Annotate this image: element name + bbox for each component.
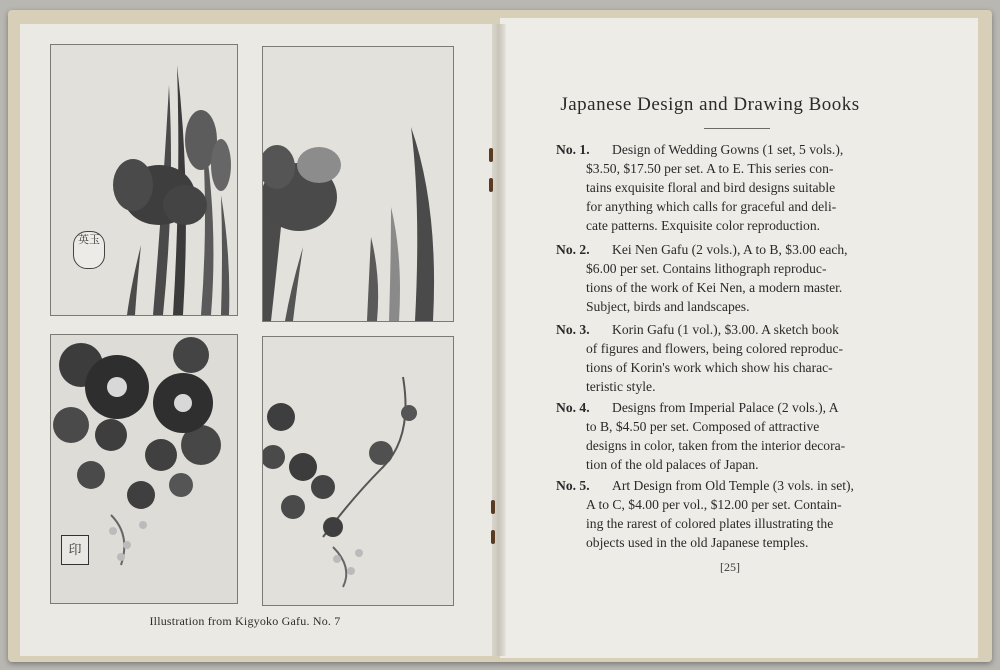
page-title: Japanese Design and Drawing Books	[560, 94, 860, 115]
binding-stitch	[491, 530, 495, 544]
entry-line: tions of the work of Kei Nen, a modern master.	[586, 280, 843, 295]
entry-line: tions of Korin's work which show his charac-	[586, 360, 833, 375]
entry-line: cate patterns. Exquisite color reproduction.	[586, 218, 821, 233]
entry-number: No. 1.	[556, 142, 590, 157]
book-gutter	[492, 24, 506, 656]
catalog-entry-1	[556, 140, 912, 235]
entry-line: tion of the old palaces of Japan.	[586, 457, 759, 472]
catalog-entry-4	[556, 398, 912, 474]
catalog-entry-3	[556, 320, 912, 396]
entry-line: teristic style.	[586, 379, 656, 394]
entry-line: for anything which calls for graceful and deli-	[586, 199, 837, 214]
entry-number: No. 4.	[556, 400, 590, 415]
iris-right-illustration	[263, 47, 453, 321]
entry-line: Subject, birds and landscapes.	[586, 299, 750, 314]
entry-line: Korin Gafu (1 vol.), $3.00. A sketch book	[612, 322, 839, 337]
entry-line: A to C, $4.00 per vol., $12.00 per set. Contain-	[586, 497, 842, 512]
entry-number: No. 2.	[556, 242, 590, 257]
entry-line: Kei Nen Gafu (2 vols.), A to B, $3.00 each,	[612, 242, 848, 257]
entry-line: Designs from Imperial Palace (2 vols.), A	[612, 400, 839, 415]
binding-stitch	[489, 178, 493, 192]
artist-seal-top: 英玉	[73, 231, 105, 269]
catalog-entry-2	[556, 240, 912, 316]
entry-number: No. 3.	[556, 322, 590, 337]
plate-iris-left	[50, 44, 238, 316]
plate-morning-glory-left	[50, 334, 238, 604]
entry-line: Design of Wedding Gowns (1 set, 5 vols.),	[612, 142, 844, 157]
entry-line: of figures and flowers, being colored reproduc-	[586, 341, 844, 356]
entry-line: ing the rarest of colored plates illustrating the	[586, 516, 834, 531]
binding-stitch	[491, 500, 495, 514]
entry-line: objects used in the old Japanese temples.	[586, 535, 809, 550]
entry-line: to B, $4.50 per set. Composed of attractive	[586, 419, 820, 434]
title-rule	[704, 128, 770, 129]
entry-line: Art Design from Old Temple (3 vols. in set),	[612, 478, 854, 493]
entry-line: $3.50, $17.50 per set. A to E. This series con-	[586, 161, 834, 176]
entry-number: No. 5.	[556, 478, 590, 493]
entry-line: designs in color, taken from the interior decora-	[586, 438, 846, 453]
binding-stitch	[489, 148, 493, 162]
plate-iris-right	[262, 46, 454, 322]
entry-line: $6.00 per set. Contains lithograph reproduc-	[586, 261, 827, 276]
iris-left-illustration	[51, 45, 237, 315]
entry-line: tains exquisite floral and bird designs suitable	[586, 180, 836, 195]
illustration-caption: Illustration from Kigyoko Gafu. No. 7	[149, 614, 341, 628]
morning-glory-right-illustration	[263, 337, 453, 605]
artist-seal-bottom: 印	[61, 535, 89, 565]
catalog-entry-5	[556, 476, 912, 552]
plate-morning-glory-right	[262, 336, 454, 606]
page-number: [25]	[720, 560, 740, 574]
